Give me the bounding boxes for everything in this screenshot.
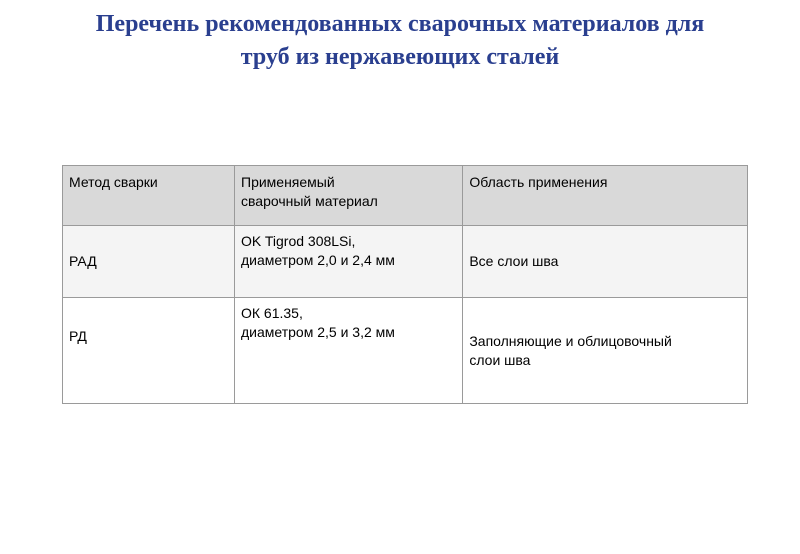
- header-area-label: Область применения: [469, 174, 608, 190]
- table-row: [63, 226, 748, 298]
- page-title-line-1: Перечень рекомендованных сварочных материалов для: [95, 11, 705, 37]
- page-title: [0, 8, 800, 74]
- page-title-line-2: труб из нержавеющих сталей: [240, 44, 560, 70]
- cell-material: [235, 298, 463, 404]
- header-material-label-line-1: Применяемый: [241, 174, 335, 190]
- header-cell-material: [235, 166, 463, 226]
- header-cell-area: [463, 166, 748, 226]
- welding-materials-table: [62, 165, 748, 404]
- cell-method: [63, 226, 235, 298]
- header-material-label-line-2: сварочный материал: [241, 193, 378, 209]
- cell-method-text: РД: [69, 328, 87, 344]
- header-method-label: Метод сварки: [69, 174, 158, 190]
- cell-method-text: РАД: [69, 253, 97, 269]
- cell-material: [235, 226, 463, 298]
- cell-method: [63, 298, 235, 404]
- cell-area: [463, 298, 748, 404]
- cell-area: [463, 226, 748, 298]
- cell-material-text-line-1: ОК 61.35,: [241, 305, 303, 321]
- cell-material-text-line-2: диаметром 2,5 и 3,2 мм: [241, 324, 395, 340]
- table-row: [63, 298, 748, 404]
- cell-area-text-line-1: Заполняющие и облицовочный: [469, 332, 672, 349]
- cell-area-text-line-1: Все слои шва: [469, 253, 559, 269]
- cell-material-text-line-2: диаметром 2,0 и 2,4 мм: [241, 252, 395, 268]
- header-cell-method: [63, 166, 235, 226]
- cell-area-text-line-2: слои шва: [469, 351, 531, 368]
- table-header-row: [63, 166, 748, 226]
- cell-material-text-line-1: OK Tigrod 308LSi,: [241, 233, 356, 249]
